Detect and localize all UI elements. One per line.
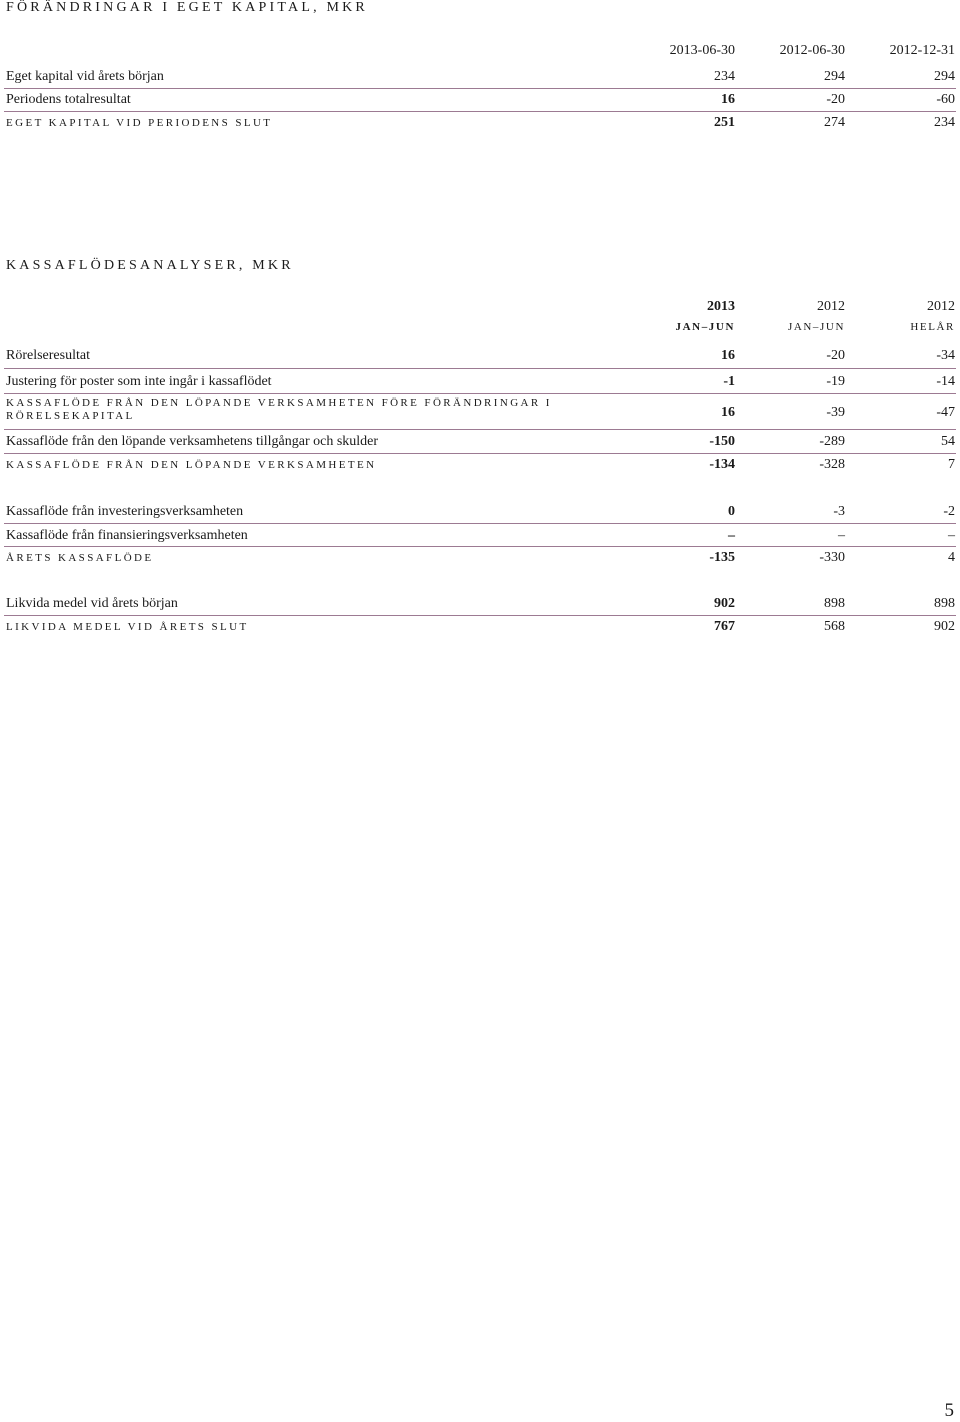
cashflow-row-assets-liabilities xyxy=(0,431,960,453)
cashflow-row-investing xyxy=(0,501,960,523)
row-label: KASSAFLÖDE FRÅN DEN LÖPANDE VERKSAMHETEN xyxy=(6,459,377,471)
row-label: Periodens totalresultat xyxy=(6,92,131,107)
row-value: -47 xyxy=(936,405,955,420)
cashflow-col-year: 2012 xyxy=(817,299,845,314)
row-value: 568 xyxy=(824,619,845,634)
row-label: Rörelseresultat xyxy=(6,348,90,363)
row-value: 251 xyxy=(714,115,735,130)
row-value: 234 xyxy=(934,115,955,130)
row-value: 16 xyxy=(721,405,735,420)
equity-column-headers xyxy=(0,40,960,62)
row-value: -1 xyxy=(723,374,735,389)
row-value: 16 xyxy=(721,348,735,363)
cashflow-col-year: 2013 xyxy=(707,299,735,314)
equity-row-opening xyxy=(0,66,960,88)
row-label: Eget kapital vid årets början xyxy=(6,69,164,84)
row-value: -34 xyxy=(936,348,955,363)
row-value: -289 xyxy=(819,434,845,449)
row-value: – xyxy=(948,528,955,543)
cashflow-col-period: HELÅR xyxy=(910,321,955,333)
cashflow-col-year: 2012 xyxy=(927,299,955,314)
cashflow-row-cash-opening xyxy=(0,593,960,615)
row-value: -20 xyxy=(826,92,845,107)
equity-row-total-result xyxy=(0,89,960,111)
row-value: -2 xyxy=(943,504,955,519)
cashflow-row-financing xyxy=(0,525,960,547)
row-value: -39 xyxy=(826,405,845,420)
row-value: -20 xyxy=(826,348,845,363)
row-value: – xyxy=(838,528,845,543)
row-value: -330 xyxy=(819,550,845,565)
row-value: -150 xyxy=(709,434,735,449)
row-value: 7 xyxy=(948,457,955,472)
row-value: 902 xyxy=(714,596,735,611)
row-value: 274 xyxy=(824,115,845,130)
cashflow-row-before-working-capital xyxy=(0,399,960,429)
row-value: -134 xyxy=(709,457,735,472)
row-label: KASSAFLÖDE FRÅN DEN LÖPANDE VERKSAMHETEN FÖRE FÖRÄNDRINGAR I RÖRELSEKAPITAL xyxy=(6,397,552,422)
cashflow-col-period: JAN–JUN xyxy=(787,321,845,333)
row-label: LIKVIDA MEDEL VID ÅRETS SLUT xyxy=(6,621,249,633)
row-value: -19 xyxy=(826,374,845,389)
row-value: 902 xyxy=(934,619,955,634)
row-value: 16 xyxy=(721,92,735,107)
equity-col-header: 2012-06-30 xyxy=(779,43,845,58)
row-value: – xyxy=(728,528,735,543)
cashflow-row-cash-closing xyxy=(0,616,960,638)
divider xyxy=(4,393,956,394)
row-value: 0 xyxy=(728,504,735,519)
row-value: 767 xyxy=(714,619,735,634)
divider xyxy=(4,523,956,524)
cashflow-col-period: JAN–JUN xyxy=(675,321,735,333)
row-value: 898 xyxy=(824,596,845,611)
cashflow-row-adjustments xyxy=(0,371,960,393)
cashflow-row-operating-result xyxy=(0,345,960,367)
cashflow-row-operating-total xyxy=(0,454,960,476)
page-number: 5 xyxy=(944,1400,954,1421)
row-label: Likvida medel vid årets början xyxy=(6,596,178,611)
row-label: EGET KAPITAL VID PERIODENS SLUT xyxy=(6,117,273,129)
divider xyxy=(4,368,956,369)
row-value: -135 xyxy=(709,550,735,565)
cashflow-section-title: KASSAFLÖDESANALYSER, MKR xyxy=(6,258,294,273)
cashflow-year-headers xyxy=(0,296,960,318)
row-value: 294 xyxy=(934,69,955,84)
row-value: 4 xyxy=(948,550,955,565)
divider xyxy=(4,429,956,430)
row-value: 294 xyxy=(824,69,845,84)
row-value: 54 xyxy=(941,434,955,449)
row-value: -328 xyxy=(819,457,845,472)
equity-row-closing xyxy=(0,112,960,134)
equity-section-title: FÖRÄNDRINGAR I EGET KAPITAL, MKR xyxy=(6,0,368,15)
cashflow-period-headers xyxy=(0,318,960,340)
row-label: Kassaflöde från investeringsverksamheten xyxy=(6,504,244,519)
row-value: 234 xyxy=(714,69,735,84)
equity-col-header: 2013-06-30 xyxy=(669,43,735,58)
cashflow-row-year-total xyxy=(0,547,960,569)
row-label: ÅRETS KASSAFLÖDE xyxy=(6,552,154,564)
row-value: -60 xyxy=(936,92,955,107)
equity-col-header: 2012-12-31 xyxy=(889,43,955,58)
row-value: 898 xyxy=(934,596,955,611)
row-label: Kassaflöde från finansieringsverksamheten xyxy=(6,528,248,543)
row-label: Justering för poster som inte ingår i kassaflödet xyxy=(6,374,272,389)
row-value: -14 xyxy=(936,374,955,389)
row-label: Kassaflöde från den löpande verksamhetens tillgångar och skulder xyxy=(6,434,379,449)
row-value: -3 xyxy=(833,504,845,519)
